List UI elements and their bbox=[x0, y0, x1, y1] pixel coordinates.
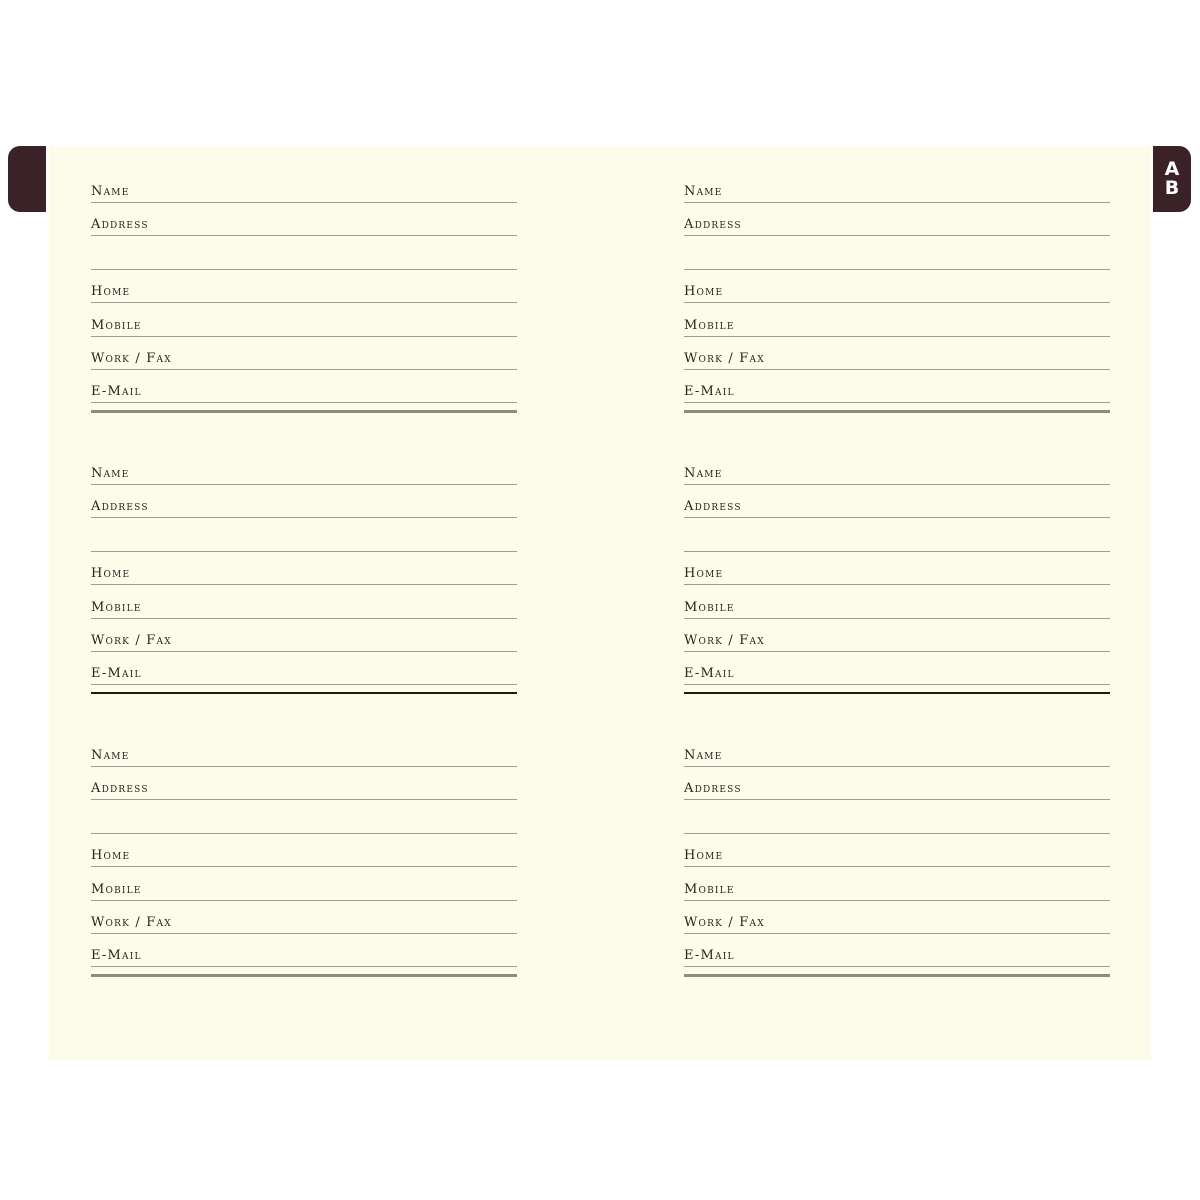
email-line[interactable] bbox=[684, 370, 1110, 403]
home-label: Home bbox=[684, 284, 724, 299]
mobile-line[interactable] bbox=[91, 868, 517, 901]
email-label: E-Mail bbox=[91, 948, 142, 963]
address-line-2[interactable] bbox=[91, 519, 517, 552]
address-label: Address bbox=[684, 217, 742, 232]
email-line[interactable] bbox=[684, 652, 1110, 685]
entry-separator bbox=[684, 974, 1110, 977]
address-line-2[interactable] bbox=[91, 237, 517, 270]
tab-letter-b: B bbox=[1164, 177, 1180, 199]
address-label: Address bbox=[91, 499, 149, 514]
name-line[interactable] bbox=[91, 452, 517, 485]
address-line[interactable] bbox=[91, 203, 517, 236]
home-label: Home bbox=[91, 848, 131, 863]
index-tab-ab[interactable] bbox=[1153, 146, 1191, 212]
entry-separator bbox=[91, 410, 517, 413]
mobile-line[interactable] bbox=[684, 304, 1110, 337]
work-fax-label: Work / Fax bbox=[91, 915, 172, 930]
mobile-line[interactable] bbox=[91, 304, 517, 337]
address-line[interactable] bbox=[684, 485, 1110, 518]
address-entry bbox=[91, 170, 517, 452]
name-label: Name bbox=[684, 184, 723, 199]
home-line[interactable] bbox=[91, 552, 517, 585]
name-line[interactable] bbox=[684, 452, 1110, 485]
mobile-line[interactable] bbox=[91, 586, 517, 619]
work-fax-label: Work / Fax bbox=[91, 351, 172, 366]
work-fax-label: Work / Fax bbox=[684, 351, 765, 366]
home-line[interactable] bbox=[684, 270, 1110, 303]
address-entry bbox=[684, 452, 1110, 734]
name-label: Name bbox=[91, 184, 130, 199]
email-label: E-Mail bbox=[684, 384, 735, 399]
entry-separator bbox=[91, 974, 517, 977]
entry-separator bbox=[684, 410, 1110, 413]
mobile-label: Mobile bbox=[91, 600, 142, 615]
work-fax-label: Work / Fax bbox=[684, 915, 765, 930]
left-index-tab[interactable] bbox=[8, 146, 46, 212]
email-line[interactable] bbox=[91, 652, 517, 685]
address-label: Address bbox=[91, 217, 149, 232]
address-label: Address bbox=[684, 499, 742, 514]
home-line[interactable] bbox=[91, 270, 517, 303]
email-label: E-Mail bbox=[91, 666, 142, 681]
name-line[interactable] bbox=[91, 170, 517, 203]
email-line[interactable] bbox=[91, 370, 517, 403]
work-fax-line[interactable] bbox=[684, 901, 1110, 934]
work-fax-label: Work / Fax bbox=[91, 633, 172, 648]
mobile-line[interactable] bbox=[684, 868, 1110, 901]
entry-separator bbox=[684, 692, 1110, 694]
work-fax-line[interactable] bbox=[91, 619, 517, 652]
email-line[interactable] bbox=[91, 934, 517, 967]
name-line[interactable] bbox=[91, 734, 517, 767]
entry-separator bbox=[91, 692, 517, 694]
home-line[interactable] bbox=[91, 834, 517, 867]
left-page bbox=[49, 147, 600, 1060]
home-label: Home bbox=[684, 848, 724, 863]
address-line-2[interactable] bbox=[91, 801, 517, 834]
name-line[interactable] bbox=[684, 170, 1110, 203]
work-fax-line[interactable] bbox=[91, 337, 517, 370]
mobile-label: Mobile bbox=[684, 318, 735, 333]
name-label: Name bbox=[684, 466, 723, 481]
email-line[interactable] bbox=[684, 934, 1110, 967]
address-line-2[interactable] bbox=[684, 237, 1110, 270]
address-line[interactable] bbox=[91, 767, 517, 800]
name-label: Name bbox=[91, 466, 130, 481]
home-line[interactable] bbox=[684, 552, 1110, 585]
address-entry bbox=[91, 452, 517, 734]
mobile-label: Mobile bbox=[91, 318, 142, 333]
work-fax-label: Work / Fax bbox=[684, 633, 765, 648]
address-label: Address bbox=[684, 781, 742, 796]
email-label: E-Mail bbox=[91, 384, 142, 399]
address-line[interactable] bbox=[684, 767, 1110, 800]
home-label: Home bbox=[91, 566, 131, 581]
address-line[interactable] bbox=[684, 203, 1110, 236]
name-label: Name bbox=[684, 748, 723, 763]
home-line[interactable] bbox=[684, 834, 1110, 867]
email-label: E-Mail bbox=[684, 666, 735, 681]
address-line-2[interactable] bbox=[684, 801, 1110, 834]
address-entry bbox=[684, 734, 1110, 1016]
mobile-label: Mobile bbox=[684, 882, 735, 897]
address-line-2[interactable] bbox=[684, 519, 1110, 552]
mobile-line[interactable] bbox=[684, 586, 1110, 619]
home-label: Home bbox=[684, 566, 724, 581]
address-entry bbox=[91, 734, 517, 1016]
mobile-label: Mobile bbox=[91, 882, 142, 897]
home-label: Home bbox=[91, 284, 131, 299]
name-line[interactable] bbox=[684, 734, 1110, 767]
email-label: E-Mail bbox=[684, 948, 735, 963]
right-page bbox=[600, 147, 1151, 1060]
address-label: Address bbox=[91, 781, 149, 796]
name-label: Name bbox=[91, 748, 130, 763]
address-entry bbox=[684, 170, 1110, 452]
work-fax-line[interactable] bbox=[684, 619, 1110, 652]
tab-letter-a: A bbox=[1164, 158, 1180, 180]
work-fax-line[interactable] bbox=[684, 337, 1110, 370]
mobile-label: Mobile bbox=[684, 600, 735, 615]
address-line[interactable] bbox=[91, 485, 517, 518]
work-fax-line[interactable] bbox=[91, 901, 517, 934]
